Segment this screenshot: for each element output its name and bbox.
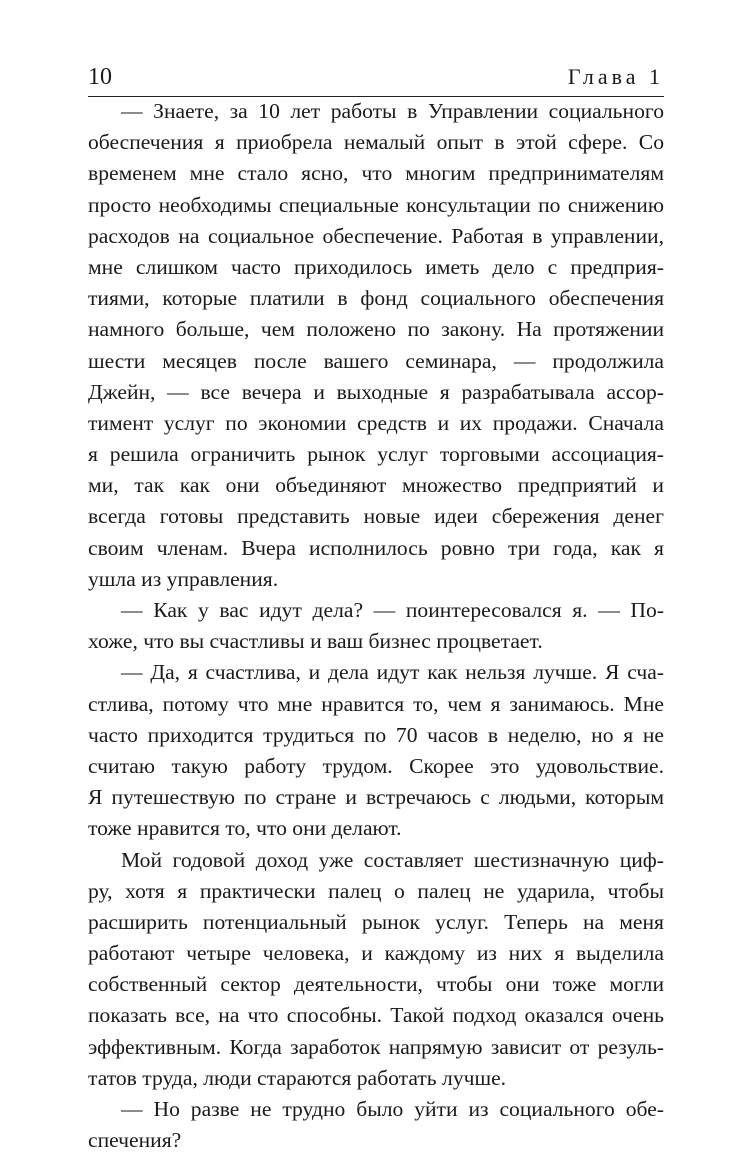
paragraph (88, 96, 664, 595)
page-header (88, 62, 664, 97)
text-line: считаю такую работу трудом. Скорее это удовольствие. (88, 753, 664, 778)
chapter-title: Глава 1 (567, 64, 664, 89)
text-line: показать все, на что способны. Такой подход оказался очень (88, 1003, 664, 1028)
text-line: всегда готовы представить новые идеи сбережения денег (88, 504, 664, 529)
text-line: — Как у вас идут дела? — поинтересовался я. — По- (121, 598, 664, 622)
text-line: ру, хотя я практически палец о палец не ударила, чтобы (88, 878, 664, 903)
text-line: собственный сектор деятельности, чтобы они тоже могли (88, 972, 664, 997)
text-line: хоже, что вы счастливы и ваш бизнес процветает. (88, 629, 543, 654)
page-number: 10 (88, 64, 112, 90)
paragraph (88, 595, 664, 657)
text-line: спечения? (88, 1128, 182, 1153)
text-line: татов труда, люди стараются работать лучше. (88, 1065, 507, 1090)
text-line: — Знаете, за 10 лет работы в Управлении социального (121, 99, 664, 123)
text-line: Я путешествую по стране и встречаюсь с людьми, которым (88, 785, 664, 810)
text-line: своим членам. Вчера исполнилось ровно три года, как я (88, 535, 664, 560)
text-line: расширить потенциальный рынок услуг. Теперь на меня (88, 909, 664, 934)
text-line: мне слишком часто приходилось иметь дело с предприя- (88, 254, 664, 279)
text-line: тоже нравится то, что они делают. (88, 816, 402, 841)
text-line: просто необходимы специальные консультации по снижению (88, 192, 664, 217)
text-line: — Но разве не трудно было уйти из социального обе- (121, 1097, 664, 1121)
text-line: эффективным. Когда заработок напрямую зависит от резуль- (88, 1034, 664, 1059)
text-line: временем мне стало ясно, что многим предпринимателям (88, 161, 664, 186)
text-line: стлива, потому что мне нравится то, чем я занимаюсь. Мне (88, 691, 664, 716)
text-body (88, 96, 664, 1156)
text-line: тиями, которые платили в фонд социального обеспечения (88, 286, 664, 311)
text-line: Мой годовой доход уже составляет шестизначную циф- (121, 847, 664, 872)
text-line: Джейн, — все вечера и выходные я разрабатывала ассор- (88, 379, 664, 404)
text-line: часто приходится трудиться по 70 часов в неделю, но я не (88, 722, 664, 747)
text-line: ушла из управления. (88, 566, 279, 591)
paragraph (88, 845, 664, 1095)
paragraph (88, 1094, 664, 1156)
text-line: я решила ограничить рынок услуг торговыми ассоциация- (88, 442, 664, 467)
text-line: намного больше, чем положено по закону. На протяжении (88, 317, 664, 342)
paragraph (88, 657, 664, 844)
text-line: обеспечения я приобрела немалый опыт в этой сфере. Со (88, 130, 664, 155)
text-line: — Да, я счастлива, и дела идут как нельзя лучше. Я сча- (121, 660, 664, 685)
text-line: расходов на социальное обеспечение. Работая в управлении, (88, 223, 664, 248)
text-line: шести месяцев после вашего семинара, — продолжила (88, 348, 664, 373)
text-line: ми, так как они объединяют множество предприятий и (88, 473, 664, 498)
text-line: работают четыре человека, и каждому из них я выделила (88, 941, 664, 966)
text-line: тимент услуг по экономии средств и их продажи. Сначала (88, 410, 664, 435)
